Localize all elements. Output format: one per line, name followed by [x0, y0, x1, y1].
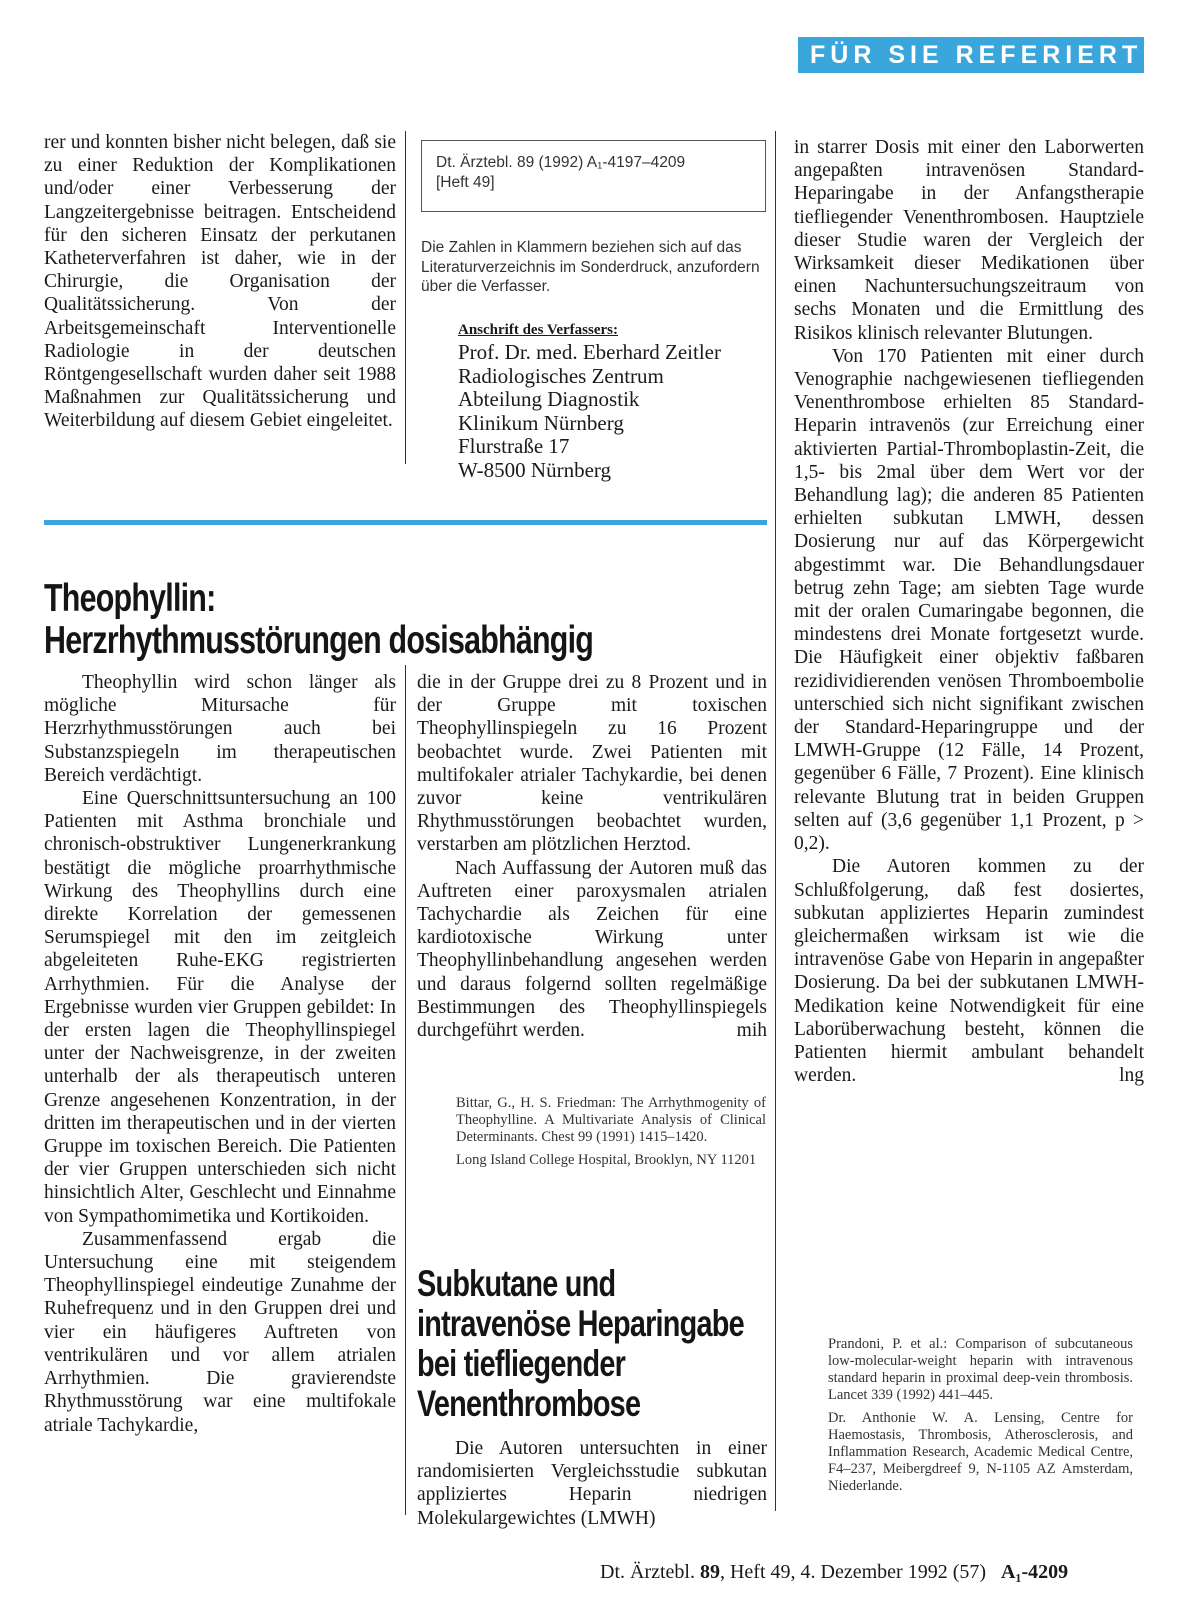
article-title-line: intravenöse Heparingabe [417, 1303, 744, 1344]
article2-column-3 [794, 136, 1144, 1087]
page-footer [600, 1561, 1068, 1584]
article-title-line: Subkutane und [417, 1263, 616, 1304]
reference: Prandoni, P. et al.: Comparison of subcutaneous low-molecular-weight heparin with intravenous standard heparin in proximal deep-vein thrombosis. Lancet 339 (1992) 441–445. [828, 1336, 1133, 1403]
body-paragraph: Eine Querschnittsuntersuchung an 100 Patienten mit Asthma bronchiale und chronisch-obstruktiver Lungenerkrankung bestätigt die mögliche proarrhythmische Wirkung des Theophyllins durch eine direkte Korrelation der gemessenen Serumspiegel mit den im zeitgleich abgeleiteten Ruhe-EKG registrierten Arrhythmien. Für die Analyse der Ergebnisse wurden vier Gruppen gebildet: In der ersten lagen die Theophyllinspiegel unter der Nachweisgrenze, in der zweiten unterhalb der als therapeutisch unteren Grenze angesehenen Konzentration, in der dritten im therapeutischen und in der vierten Gruppe im toxischen Bereich. Die Patienten der vier Gruppen unterschieden sich nicht hinsichtlich Alter, Geschlecht und Einnahme von Sympathomimetika und Kortikoiden. [44, 788, 396, 1227]
address-heading: Anschrift des Verfassers: [458, 322, 618, 338]
footer-issue: , Heft 49, 4. Dezember 1992 (57) [719, 1561, 987, 1583]
column-divider [405, 665, 406, 1515]
address-line: W-8500 Nürnberg [458, 457, 611, 482]
column-divider [775, 131, 776, 1511]
body-paragraph: in starrer Dosis mit einer den Laborwerten angepaßten intravenösen Standard-Heparingabe in der Anfangstherapie tiefliegender Venenthrombosen. Hauptziele dieser Studie waren der Vergleich der Wirksamkeit dieser Medikationen über einen Nachuntersuchungszeitraum von sechs Monaten und die Ermittlung des Risikos klinisch relevanter Blutungen. [794, 137, 1144, 344]
address-line: Klinikum Nürnberg [458, 410, 624, 435]
article-title [44, 578, 593, 662]
author-signature: lng [1119, 1065, 1144, 1087]
citation-box [421, 140, 766, 212]
intro-paragraph: rer und konnten bisher nicht belegen, daß sie zu einer Reduktion der Komplikationen und/oder einer Verbesserung der Langzeitergebnisse beitragen. Entscheidend für den sicheren Einsatz der perkutanen Katheterverfahren ist daher, wie in der Chirurgie, die Organisation der Qualitätssicherung. Von der Arbeitsgemeinschaft Interventionelle Radiologie in der deutschen Röntgengesellschaft wurden daher seit 1988 Maßnahmen zur Qualitätssicherung und Weiterbildung auf diesem Gebiet eingeleitet. [44, 132, 396, 432]
footer-volume: 89 [699, 1561, 720, 1583]
article2-intro [417, 1437, 767, 1530]
body-paragraph [794, 855, 1144, 1087]
body-text: Die Autoren kommen zu der Schlußfolgerung, daß fest dosiertes, subkutan appliziertes Heparin zumindest gleichermaßen wirksam ist wie die intravenöse Gabe von Heparin in angepaßter Dosierung. Da bei der subkutanen LMWH-Medikation keine Notwendigkeit für eine Laborüberwachung besteht, können die Patienten hiermit ambulant behandelt werden. [794, 856, 1144, 1087]
intro-column [44, 131, 396, 433]
article-title-line: Venenthrombose [417, 1383, 641, 1424]
reference: Long Island College Hospital, Brooklyn, NY 11201 [456, 1152, 757, 1168]
article-title-line: bei tiefliegender [417, 1343, 626, 1384]
author-address [458, 341, 721, 482]
article1-column-2 [417, 671, 767, 1042]
page-number: A₁-4209 [1001, 1561, 1069, 1583]
body-paragraph: Theophyllin wird schon länger als mögliche Mitursache für Herzrhythmusstörungen auch bei Substanzspiegeln im therapeutischen Bereich verdächtigt. [44, 672, 396, 786]
citation-line: [Heft 49] [436, 174, 495, 191]
citation-note: Die Zahlen in Klammern beziehen sich auf das Literaturverzeichnis im Sonderdruck, anzufordern über die Verfasser. [421, 239, 760, 295]
reference: Dr. Anthonie W. A. Lensing, Centre for Haemostasis, Thrombosis, Atherosclerosis, and Inflammation Research, Academic Medical Centre, F4–237, Meibergdreef 9, N-1105 AZ Amsterdam, Niederlande. [828, 1410, 1133, 1494]
address-line: Abteilung Diagnostik [458, 387, 640, 411]
reference: Bittar, G., H. S. Friedman: The Arrhythmogenity of Theophylline. A Multivariate Analysis of Clinical Determinants. Chest 99 (1991) 1415–1420. [456, 1095, 766, 1145]
body-text: Nach Auffassung der Autoren muß das Auftreten einer paroxysmalen atrialen Tachychardie als Zeichen für eine kardiotoxische Wirkung unter Theophyllinbehandlung angesehen werden und daraus folgernd sollten regelmäßige Bestimmungen des Theophyllinspiegels durchgeführt werden. [417, 857, 767, 1042]
article1-references [456, 1095, 766, 1175]
address-line: Radiologisches Zentrum [458, 363, 664, 388]
article-title [417, 1264, 744, 1424]
article1-column-1 [44, 671, 396, 1437]
address-line: Flurstraße 17 [458, 434, 570, 458]
address-line: Prof. Dr. med. Eberhard Zeitler [458, 340, 721, 364]
author-signature: mih [736, 1020, 767, 1042]
column-divider [405, 131, 406, 464]
body-paragraph: Von 170 Patienten mit einer durch Venographie nachgewiesenen tiefliegenden Venenthrombose erhielten 85 Standard-Heparin intravenös (zur Erreichung einer aktivierten Partial-Thromboplastin-Zeit, die 1,5- bis 2mal über dem Wert vor der Behandlung lag); die anderen 85 Patienten erhielten subkutan LMWH, dessen Dosierung nur auf das Körpergewicht abgestimmt war. Die Behandlungsdauer betrug zehn Tage; am siebten Tage wurde mit der oralen Cumaringabe begonnen, die mindestens drei Monate fortgesetzt wurde. Die Häufigkeit einer objektiv faßbaren rezidividierenden venösen Thromboembolie unterschied sich nicht signifikant zwischen der Standard-Heparingruppe und der LMWH-Gruppe (12 Fälle, 14 Prozent, gegenüber 6 Fälle, 7 Prozent). Eine klinisch relevante Blutung trat in beiden Gruppen selten auf (3,6 gegenüber 1,1 Prozent, p > 0,2). [794, 345, 1144, 855]
article-title-line: Herzrhythmusstörungen dosisabhängig [44, 619, 594, 662]
section-tag: FÜR SIE REFERIERT [798, 37, 1144, 73]
section-divider [44, 520, 767, 525]
body-paragraph: die in der Gruppe drei zu 8 Prozent und in der Gruppe mit toxischen Theophyllinspiegeln zu 16 Prozent beobachtet wurde. Zwei Patienten mit multifokaler atrialer Tachykardie, bei denen zuvor keine ventrikulären Rhythmusstörungen beobachtet wurden, verstarben am plötzlichen Herztod. [417, 672, 767, 856]
body-paragraph [417, 857, 767, 1043]
citation-line: Dt. Ärztebl. 89 (1992) A₁-4197–4209 [436, 154, 686, 171]
body-paragraph: Zusammenfassend ergab die Untersuchung eine mit steigendem Theophyllinspiegel eindeutige Zunahme der Ruhefrequenz und in den Gruppen drei und vier ein häufigeres Auftreten von ventrikulären und vor allem atrialen Arrhythmien. Die gravierendste Rhythmusstörung war eine multifokale atriale Tachykardie, [44, 1228, 396, 1436]
article2-references [828, 1336, 1133, 1501]
footer-journal: Dt. Ärztebl. [600, 1561, 695, 1583]
body-paragraph: Die Autoren untersuchten in einer randomisierten Vergleichsstudie subkutan appliziertes Heparin niedrigen Molekulargewichtes (LMWH) [417, 1438, 767, 1529]
article-title-line: Theophyllin: [44, 577, 216, 620]
